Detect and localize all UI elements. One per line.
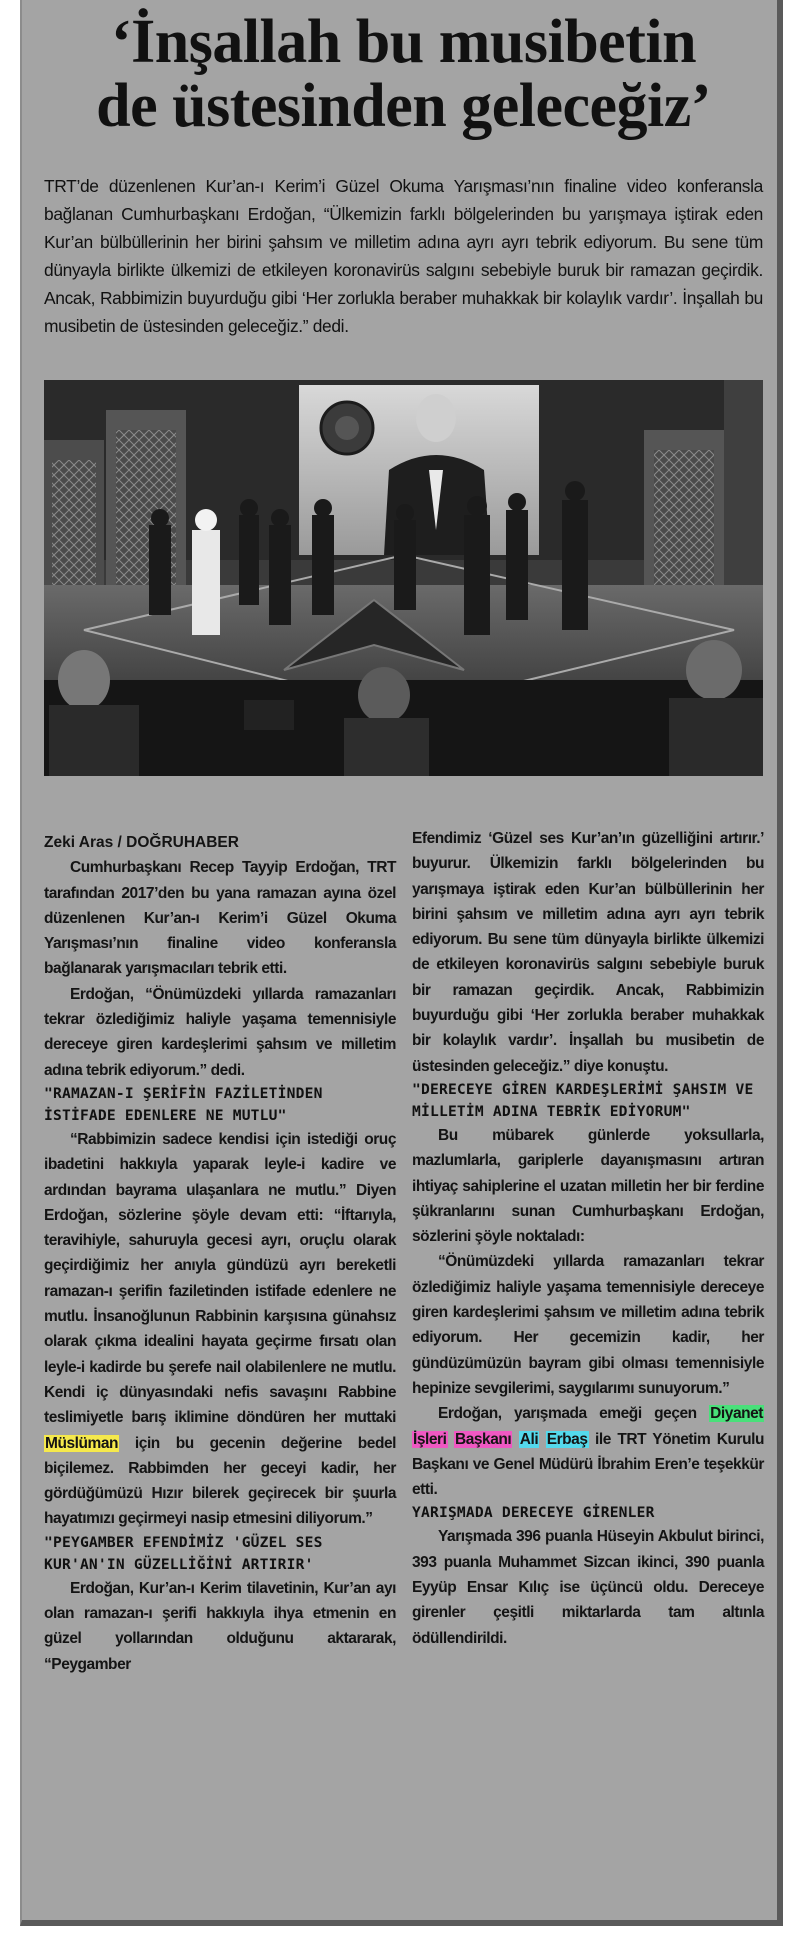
highlighted-word: Erbaş — [546, 1430, 588, 1448]
paragraph: Cumhurbaşkanı Recep Tayyip Erdoğan, TRT tarafından 2017’den bu yana ramazan ayına özel düzenlenen Kur’an-ı Kerim’i Güzel Okuma Yarışması’nın finaline video konferansla bağlanarak yarışmacıları tebrik etti. — [44, 859, 396, 978]
paragraph: Erdoğan, “Önümüzdeki yıllarda ramazanları tekrar özlediğimiz haliyle yaşama temennisiyle dereceye giren kardeşlerimi şahsım ve milletim adına tebrik ediyorum.” dedi. — [44, 985, 396, 1079]
subheading: YARIŞMADA DERECEYE GİRENLER — [412, 1504, 655, 1522]
paragraph: Efendimiz ‘Güzel ses Kur’an’ın güzelliğini artırır.’ buyurur. Ülkemizin farklı bölgelerinden bu yarışmaya iştirak eden Kur’an bülbüllerinin her birini şahsım ve milletim adına ayrı ayrı tebrik ediyorum. Bu sene tüm dünyayla birlikte ülkemizi de etkileyen koronavirüs salgını sebebiyle buruk bir ramazan geçirdik. Ancak, Rabbimizin buyurduğu gibi ‘Her zorlukla beraber muhakkak bir kolaylık vardır’. İnşallah bu musibetin de üstesinden geleceğiz.” diye konuştu. — [412, 830, 764, 1075]
highlighted-word: Diyanet — [710, 1405, 764, 1423]
headline-line-2: de üstesinden geleceğiz’ — [96, 72, 711, 140]
article-column-left — [44, 830, 396, 1677]
byline: Zeki Aras / DOĞRUHABER — [44, 834, 239, 851]
paragraph: Yarışmada 396 puanla Hüseyin Akbulut birinci, 393 puanla Muhammet Sizcan ikinci, 390 puanla Eyyüp Ensar Kılıç ise üçüncü oldu. Dereceye girenler çeşitli miktarlarda tam altınla ödüllendirildi. — [412, 1528, 764, 1647]
article-column-right — [412, 826, 764, 1651]
paragraph-text: ile TRT Yönetim Kurulu Başkanı ve Genel Müdürü İbrahim Eren’e teşekkür etti. — [412, 1430, 765, 1499]
subheading: "PEYGAMBER EFENDİMİZ 'GÜZEL SES KUR'AN'IN GÜZELLİĞİNİ ARTIRIR' — [44, 1533, 323, 1573]
paragraph: Bu mübarek günlerde yoksullarla, mazlumlarla, gariplerle dayanışmasını artıran ihtiyaç sahiplerine el uzatan milletin her bir ferdine şükranlarını sunan Cumhurbaşkanı Erdoğan, sözlerini şöyle noktaladı: — [412, 1126, 764, 1246]
paragraph-text: “Rabbimizin sadece kendisi için istediği oruç ibadetini hakkıyla yaparak leyle-i kadire ve ardından bayrama ulaşanlara ne mutlu.” Diyen Erdoğan, sözlerine şöyle devam etti: “İftarıyla, teravihiyle, sahuruyla gecesi ayrı, oruçlu olarak geçirdiğimiz her anıyla gündüzü ayrı bereketli ramazan-ı şerifin faziletinden istifade edenlere ne mutlu. İnsanoğlunun Rabbinin karşısına günahsız olarak çıkma idealini hayata geçirme fırsatı olan leyle-i kadirde bu şerefe nail olabilenlere ne mutlu. Kendi iç dünyasındaki nefis savaşını Rabbine teslimiyetle barış iklimine döndüren her muttaki — [44, 1130, 396, 1427]
highlighted-word: Müslüman — [45, 1434, 119, 1452]
headline-line-1: ‘İnşallah bu musibetin — [110, 8, 697, 76]
newspaper-clipping — [20, 0, 783, 1926]
headline — [42, 10, 765, 138]
paragraph — [412, 1401, 764, 1502]
paragraph: Erdoğan, Kur’an-ı Kerim tilavetinin, Kur’an ayı olan ramazan-ı şerifi hakkıyla ihya etmenin en güzel yollarından olduğunu aktararak, “Peygamber — [44, 1579, 396, 1673]
stage-photo-illustration — [44, 380, 763, 776]
paragraph-text: Erdoğan, yarışmada emeği geçen — [438, 1405, 697, 1423]
paragraph: “Önümüzdeki yıllarda ramazanları tekrar özlediğimiz haliyle yaşama temennisiyle dereceye giren kardeşlerimi şahsım ve milletim adına tebrik ediyorum. Her gecemizin kadir, her gündüzümüzün bayram gibi olması temennisiyle hepinize sevgilerimi, saygılarımı sunuyorum.” — [412, 1253, 764, 1397]
highlighted-word: Başkanı — [454, 1430, 512, 1448]
lead-paragraph: TRT’de düzenlenen Kur’an-ı Kerim’i Güzel Okuma Yarışması’nın finaline video konferansla bağlanan Cumhurbaşkanı Erdoğan, “Ülkemizin farklı bölgelerinden bu yarışmaya iştirak eden Kur’an bülbüllerinin her birini şahsım ve milletim adına ayrı ayrı tebrik ediyorum. Bu sene tüm dünyayla birlikte ülkemizi de etkileyen koronavirüs salgını sebebiyle buruk bir ramazan geçirdik. Ancak, Rabbimizin buyurduğu gibi ‘Her zorlukla beraber muhakkak bir kolaylık vardır’. İnşallah bu musibetin de üstesinden geleceğiz.” dedi. — [44, 176, 763, 336]
highlighted-word: İşleri — [413, 1430, 447, 1448]
subheading: "DERECEYE GİREN KARDEŞLERİMİ ŞAHSIM VE MİLLETİM ADINA TEBRİK EDİYORUM" — [412, 1080, 754, 1120]
paragraph — [44, 1127, 396, 1532]
subheading: "RAMAZAN-I ŞERİFİN FAZİLETİNDEN İSTİFADE EDENLERE NE MUTLU" — [44, 1084, 323, 1124]
paragraph-text: için bu gecenin değerine bedel biçilemez. Rabbimden her geceyi kadir, her gördüğümüzü Hızır bilerek geçirecek bir şuurla hayatımızı geçirmeyi nasip etmesini diliyorum.” — [44, 1434, 396, 1528]
highlighted-word: Ali — [519, 1430, 539, 1448]
news-photo — [44, 380, 763, 776]
